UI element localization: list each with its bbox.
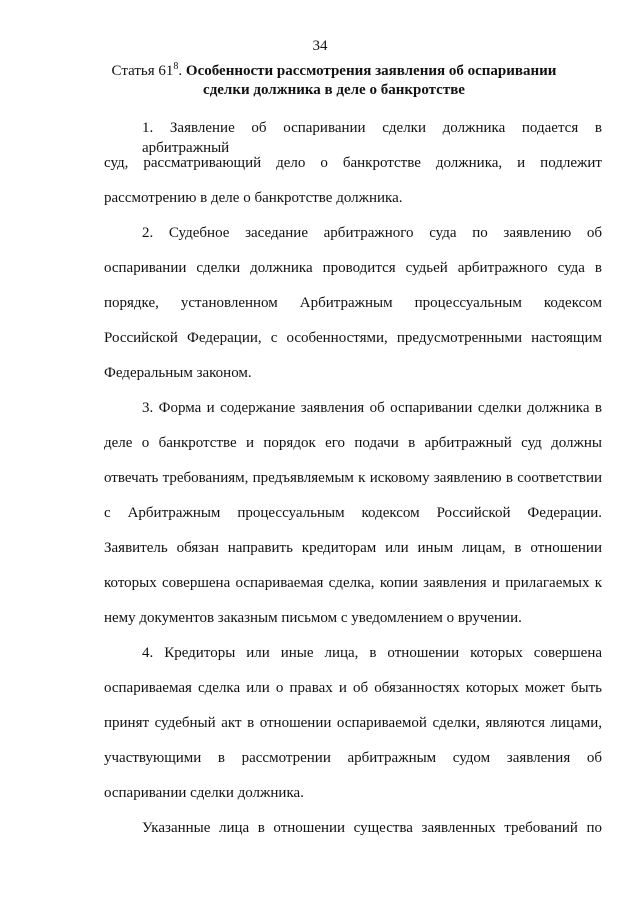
text-line: участвующими в рассмотрении арбитражным судом заявления об [104,750,602,766]
text-line: Российской Федерации, с особенностями, предусмотренными настоящим [104,330,602,346]
text-line: Федеральным законом. [104,365,252,381]
text-line: суд, рассматривающий дело о банкротстве должника, и подлежит [104,155,602,171]
text-line: отвечать требованиям, предъявляемым к исковому заявлению в соответствии [104,470,602,486]
text-line: оспариваемая сделка или о правах и об обязанностях которых может быть [104,680,602,696]
text-line: Указанные лица в отношении существа заявленных требований по [142,820,602,836]
page-number: 34 [312,38,328,54]
text-line: оспаривании сделки должника проводится судьей арбитражного суда в [104,260,602,276]
article-title-part-1: Особенности рассмотрения заявления об оспаривании [185,63,557,79]
text-line: с Арбитражным процессуальным кодексом Российской Федерации. [104,505,602,521]
article-title-part-2: сделки должника в деле о банкротстве [203,82,465,98]
article-dot: . [178,63,183,79]
text-line: нему документов заказным письмом с уведомлением о вручении. [104,610,522,626]
text-line: порядке, установленном Арбитражным процессуальным кодексом [104,295,602,311]
text-line: рассмотрению в деле о банкротстве должника. [104,190,403,206]
text-line: оспаривании сделки должника. [104,785,304,801]
text-line: принят судебный акт в отношении оспариваемой сделки, являются лицами, [104,715,602,731]
text-line: деле о банкротстве и порядок его подачи в арбитражный суд должны [104,435,602,451]
text-line: 3. Форма и содержание заявления об оспаривании сделки должника в [142,400,602,416]
article-prefix: Статья 61 [111,63,174,79]
text-line: 2. Судебное заседание арбитражного суда по заявлению об [142,225,602,241]
article-superscript: 8 [173,61,179,72]
article-heading [104,62,564,100]
article-heading-line-1 [104,62,564,81]
text-line: 4. Кредиторы или иные лица, в отношении которых совершена [142,645,602,661]
text-line: 1. Заявление об оспаривании сделки должника подается в арбитражный [142,120,602,156]
text-line: которых совершена оспариваемая сделка, копии заявления и прилагаемых к [104,575,602,591]
text-line: Заявитель обязан направить кредиторам или иным лицам, в отношении [104,540,602,556]
